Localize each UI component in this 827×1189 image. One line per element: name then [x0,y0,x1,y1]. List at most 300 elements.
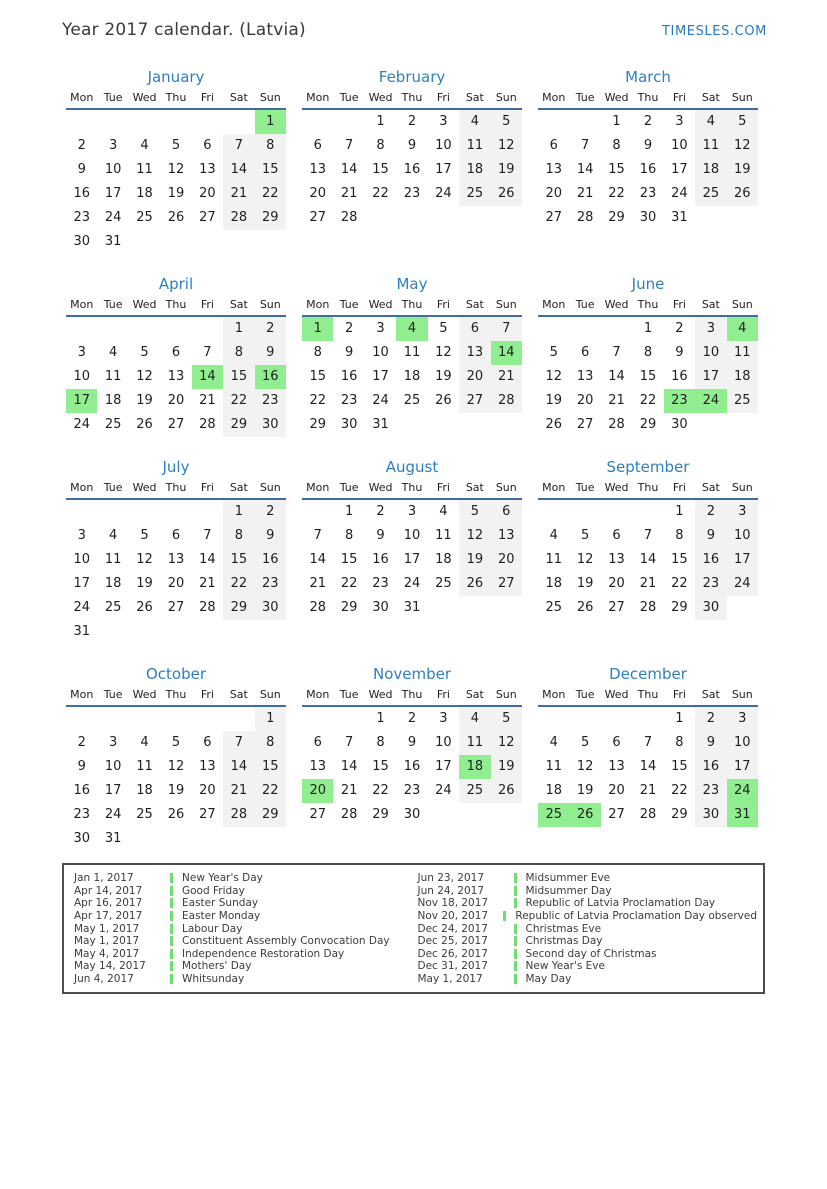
day-cell: 21 [223,182,254,206]
day-cell: 3 [675,114,684,129]
empty-cell [97,500,128,524]
day-cell: 20 [608,783,625,798]
weekday-header: Sun [259,298,281,311]
weekday-header: Wed [604,91,629,104]
legend-date: May 1, 2017 [74,922,140,935]
day-cell: 5 [580,528,590,543]
day-cell: 6 [313,735,322,750]
day-cell: 20 [491,548,522,572]
day-cell: 30 [255,413,286,437]
legend-date: Dec 25, 2017 [417,935,488,948]
day-cell: 16 [255,365,286,389]
day-cell: 11 [136,759,153,774]
day-cell: 9 [255,341,286,365]
month-title: December [609,665,687,683]
legend-name: Mothers' Day [182,960,252,973]
day-cell: 29 [223,413,254,437]
legend-date: Jan 1, 2017 [74,872,134,885]
month-october [66,665,286,851]
day-cell: 30 [73,234,90,249]
day-cell: 18 [695,158,726,182]
day-cell: 16 [73,186,90,201]
day-cell: 2 [77,138,86,153]
weekday-header: Sat [465,91,484,104]
day-cell: 14 [192,365,223,389]
day-cell: 21 [309,576,326,591]
day-cell: 22 [223,572,254,596]
day-cell: 27 [199,210,216,225]
weekday-header-row [66,481,286,500]
weekday-header: Sun [259,688,281,701]
day-cell: 2 [376,504,385,519]
weekday-header: Mon [542,298,566,311]
day-cell: 17 [372,369,389,384]
day-cell: 16 [372,552,389,567]
day-grid [538,317,758,437]
weekday-header: Fri [436,688,450,701]
weekday-header: Fri [200,481,214,494]
day-cell: 12 [167,759,185,774]
legend-date: Nov 20, 2017 [417,910,489,923]
empty-cell [632,500,663,524]
day-cell: 30 [372,600,389,615]
weekday-header: Mon [542,91,566,104]
day-cell: 25 [459,779,490,803]
day-cell: 5 [140,528,149,543]
weekday-header: Sat [465,688,484,701]
weekday-header: Tue [575,91,595,104]
day-cell: 9 [695,731,726,755]
day-cell: 10 [727,524,758,548]
weekday-header: Mon [306,91,330,104]
legend-date: Dec 26, 2017 [417,947,488,960]
day-cell: 14 [491,341,522,365]
day-cell: 7 [643,735,653,750]
legend-item [414,872,758,885]
weekday-header: Wed [132,688,157,701]
day-cell: 26 [727,182,758,206]
day-cell: 4 [549,735,558,750]
weekday-header: Fri [672,688,686,701]
legend-marker [514,898,517,908]
day-cell: 27 [167,600,185,615]
weekday-header: Tue [339,91,359,104]
day-cell: 23 [639,186,657,201]
day-cell: 1 [255,707,286,731]
day-cell: 11 [435,528,452,543]
month-august [302,458,522,620]
day-cell: 24 [403,576,421,591]
day-cell: 19 [727,158,758,182]
day-cell: 14 [576,162,594,177]
day-cell: 16 [73,783,90,798]
day-cell: 30 [639,210,657,225]
weekday-header: Tue [339,688,359,701]
day-cell: 31 [727,803,758,827]
day-grid [538,500,758,620]
day-cell: 30 [695,596,726,620]
day-cell: 25 [695,182,726,206]
empty-cell [160,110,191,134]
day-cell: 23 [73,807,90,822]
day-cell: 6 [459,317,490,341]
legend-marker [514,949,517,959]
day-cell: 4 [459,110,490,134]
weekday-header: Sun [731,688,753,701]
month-title: April [158,275,194,293]
day-cell: 18 [545,576,562,591]
day-cell: 8 [643,345,653,360]
day-cell: 23 [695,779,726,803]
empty-cell [223,110,254,134]
day-cell: 14 [223,755,254,779]
day-cell: 13 [545,162,562,177]
day-cell: 12 [136,552,153,567]
day-cell: 4 [140,735,149,750]
empty-cell [569,110,600,134]
legend-date: Apr 17, 2017 [74,910,143,923]
day-cell: 29 [223,596,254,620]
day-cell: 7 [612,345,621,360]
day-cell: 24 [104,210,122,225]
day-cell: 1 [255,110,286,134]
legend-name: Christmas Eve [525,922,602,935]
legend-column [414,872,758,985]
day-cell: 27 [608,807,625,822]
empty-cell [538,317,569,341]
day-cell: 27 [545,210,562,225]
legend-item [70,948,414,961]
calendar-grid [66,68,827,851]
day-cell: 11 [545,759,562,774]
month-title: September [606,458,690,476]
legend-date: May 14, 2017 [74,960,146,973]
day-cell: 24 [435,783,452,798]
legend-marker [514,924,517,934]
day-cell: 22 [372,186,389,201]
legend-name: Good Friday [182,884,245,897]
legend-date: Jun 24, 2017 [417,884,485,897]
empty-cell [160,317,191,341]
day-cell: 28 [309,600,326,615]
day-cell: 11 [459,134,490,158]
day-cell: 25 [435,576,452,591]
day-cell: 13 [459,341,490,365]
legend-item [414,935,758,948]
day-cell: 25 [104,600,122,615]
day-cell: 14 [199,552,216,567]
day-cell: 4 [695,110,726,134]
day-grid [538,707,758,827]
day-cell: 18 [459,158,490,182]
month-november [302,665,522,827]
legend-name: Christmas Day [525,935,603,948]
day-cell: 24 [671,186,688,201]
day-cell: 5 [439,321,448,336]
day-cell: 24 [727,779,758,803]
day-cell: 8 [675,735,684,750]
legend-marker [170,974,173,984]
day-cell: 13 [309,759,326,774]
legend-name: Republic of Latvia Proclamation Day observed [515,910,757,923]
day-cell: 19 [491,158,522,182]
empty-cell [601,317,632,341]
empty-cell [129,500,160,524]
day-cell: 20 [167,393,185,408]
day-cell: 26 [167,807,185,822]
day-cell: 19 [136,393,153,408]
day-cell: 26 [459,572,490,596]
day-cell: 3 [439,114,448,129]
legend-item [70,885,414,898]
weekday-header: Fri [200,298,214,311]
legend-name: Republic of Latvia Proclamation Day [525,897,716,910]
day-cell: 9 [695,524,726,548]
day-cell: 13 [167,369,185,384]
day-grid [302,110,522,230]
day-cell: 7 [203,345,212,360]
day-grid [538,110,758,230]
day-cell: 23 [255,389,286,413]
weekday-header-row [302,298,522,317]
day-cell: 20 [199,783,216,798]
day-cell: 5 [491,110,522,134]
day-cell: 15 [639,369,657,384]
legend-item [414,897,758,910]
legend-name: New Year's Day [182,872,263,885]
month-title: May [396,275,428,293]
day-cell: 22 [671,783,688,798]
day-cell: 18 [727,365,758,389]
holiday-legend [62,863,765,994]
day-cell: 6 [549,138,558,153]
day-cell: 24 [73,417,90,432]
day-cell: 19 [136,576,153,591]
day-cell: 17 [727,755,758,779]
empty-cell [632,707,663,731]
day-cell: 26 [167,210,185,225]
weekday-header: Fri [436,91,450,104]
weekday-header-row [302,688,522,707]
day-grid [66,317,286,437]
day-cell: 21 [340,186,358,201]
empty-cell [302,707,333,731]
day-cell: 23 [664,389,695,413]
day-cell: 6 [203,735,212,750]
day-cell: 14 [639,552,657,567]
day-cell: 6 [491,500,522,524]
day-cell: 7 [223,134,254,158]
day-cell: 17 [403,552,421,567]
day-cell: 7 [203,528,212,543]
legend-item [414,922,758,935]
legend-name: Labour Day [182,922,243,935]
legend-marker [514,974,517,984]
day-cell: 7 [580,138,590,153]
day-cell: 31 [104,831,122,846]
weekday-header: Tue [103,298,123,311]
legend-name: Midsummer Day [525,884,612,897]
day-cell: 24 [727,572,758,596]
day-cell: 20 [167,576,185,591]
day-cell: 22 [340,576,358,591]
day-cell: 20 [576,393,594,408]
day-cell: 1 [344,504,354,519]
legend-item [414,910,758,923]
weekday-header: Thu [165,481,187,494]
day-cell: 15 [372,162,389,177]
day-cell: 11 [136,162,153,177]
day-cell: 21 [608,393,625,408]
day-cell: 9 [77,759,86,774]
month-april [66,275,286,437]
day-cell: 23 [403,783,421,798]
empty-cell [192,500,223,524]
day-cell: 19 [435,369,452,384]
day-cell: 8 [612,138,621,153]
day-cell: 11 [403,345,421,360]
day-cell: 16 [639,162,657,177]
day-cell: 8 [223,341,254,365]
day-cell: 19 [167,186,185,201]
day-cell: 26 [491,779,522,803]
day-cell: 23 [73,210,90,225]
day-cell: 26 [576,600,594,615]
day-cell: 13 [199,759,216,774]
day-cell: 16 [403,759,421,774]
day-cell: 4 [108,528,118,543]
day-cell: 21 [223,779,254,803]
legend-item [70,897,414,910]
day-cell: 11 [104,552,122,567]
day-cell: 26 [569,803,600,827]
day-cell: 3 [439,711,448,726]
day-cell: 18 [403,369,421,384]
empty-cell [302,500,333,524]
empty-cell [66,317,97,341]
empty-cell [569,500,600,524]
day-cell: 8 [675,528,684,543]
day-cell: 29 [372,807,389,822]
month-title: February [378,68,446,86]
weekday-header: Mon [542,481,566,494]
day-cell: 11 [459,731,490,755]
day-cell: 10 [104,162,122,177]
weekday-header: Wed [132,298,157,311]
legend-date: Jun 23, 2017 [417,872,485,885]
empty-cell [129,110,160,134]
legend-item [414,885,758,898]
day-cell: 17 [73,576,90,591]
day-cell: 31 [403,600,421,615]
day-cell: 1 [376,114,385,129]
day-cell: 16 [340,369,358,384]
weekday-header: Fri [436,481,450,494]
empty-cell [538,110,569,134]
weekday-header: Thu [637,298,659,311]
day-cell: 13 [309,162,326,177]
weekday-header: Sun [731,91,753,104]
month-title: October [145,665,207,683]
weekday-header: Sun [495,688,517,701]
weekday-header: Fri [200,688,214,701]
day-cell: 2 [695,500,726,524]
empty-cell [223,707,254,731]
day-cell: 8 [255,731,286,755]
legend-marker [170,898,173,908]
day-cell: 24 [104,807,122,822]
empty-cell [160,707,191,731]
legend-marker [170,911,173,921]
day-cell: 1 [612,114,621,129]
empty-cell [333,110,364,134]
day-cell: 25 [545,600,562,615]
weekday-header: Sat [229,481,248,494]
legend-item [414,973,758,986]
weekday-header: Mon [306,688,330,701]
day-cell: 4 [396,317,427,341]
weekday-header-row [538,91,758,110]
day-cell: 15 [255,755,286,779]
weekday-header: Tue [103,688,123,701]
day-cell: 6 [580,345,590,360]
day-cell: 9 [344,345,354,360]
weekday-header: Mon [306,298,330,311]
day-cell: 9 [407,735,417,750]
weekday-header: Mon [542,688,566,701]
weekday-header: Fri [200,91,214,104]
legend-item [70,960,414,973]
empty-cell [97,317,128,341]
legend-item [70,935,414,948]
day-cell: 28 [576,210,594,225]
weekday-header-row [66,298,286,317]
weekday-header: Sat [701,298,720,311]
day-cell: 16 [695,548,726,572]
legend-marker [170,886,173,896]
weekday-header: Sat [229,688,248,701]
empty-cell [160,500,191,524]
day-cell: 14 [639,759,657,774]
day-cell: 26 [491,182,522,206]
weekday-header: Tue [575,298,595,311]
day-cell: 1 [302,317,333,341]
day-cell: 3 [695,317,726,341]
month-title: July [162,458,190,476]
legend-name: Second day of Christmas [525,947,657,960]
day-cell: 9 [255,524,286,548]
brand-link[interactable]: TIMESLES.COM [661,24,767,39]
day-cell: 10 [73,552,90,567]
empty-cell [97,110,128,134]
day-cell: 22 [223,389,254,413]
day-cell: 28 [340,807,358,822]
day-cell: 7 [313,528,322,543]
day-cell: 27 [459,389,490,413]
day-cell: 18 [136,783,153,798]
weekday-header: Thu [401,298,423,311]
day-cell: 22 [372,783,389,798]
day-cell: 17 [435,759,452,774]
day-cell: 29 [608,210,625,225]
day-cell: 21 [199,393,216,408]
day-cell: 28 [199,417,216,432]
legend-item [414,948,758,961]
empty-cell [66,110,97,134]
day-cell: 28 [223,206,254,230]
empty-cell [129,317,160,341]
day-cell: 7 [344,138,354,153]
